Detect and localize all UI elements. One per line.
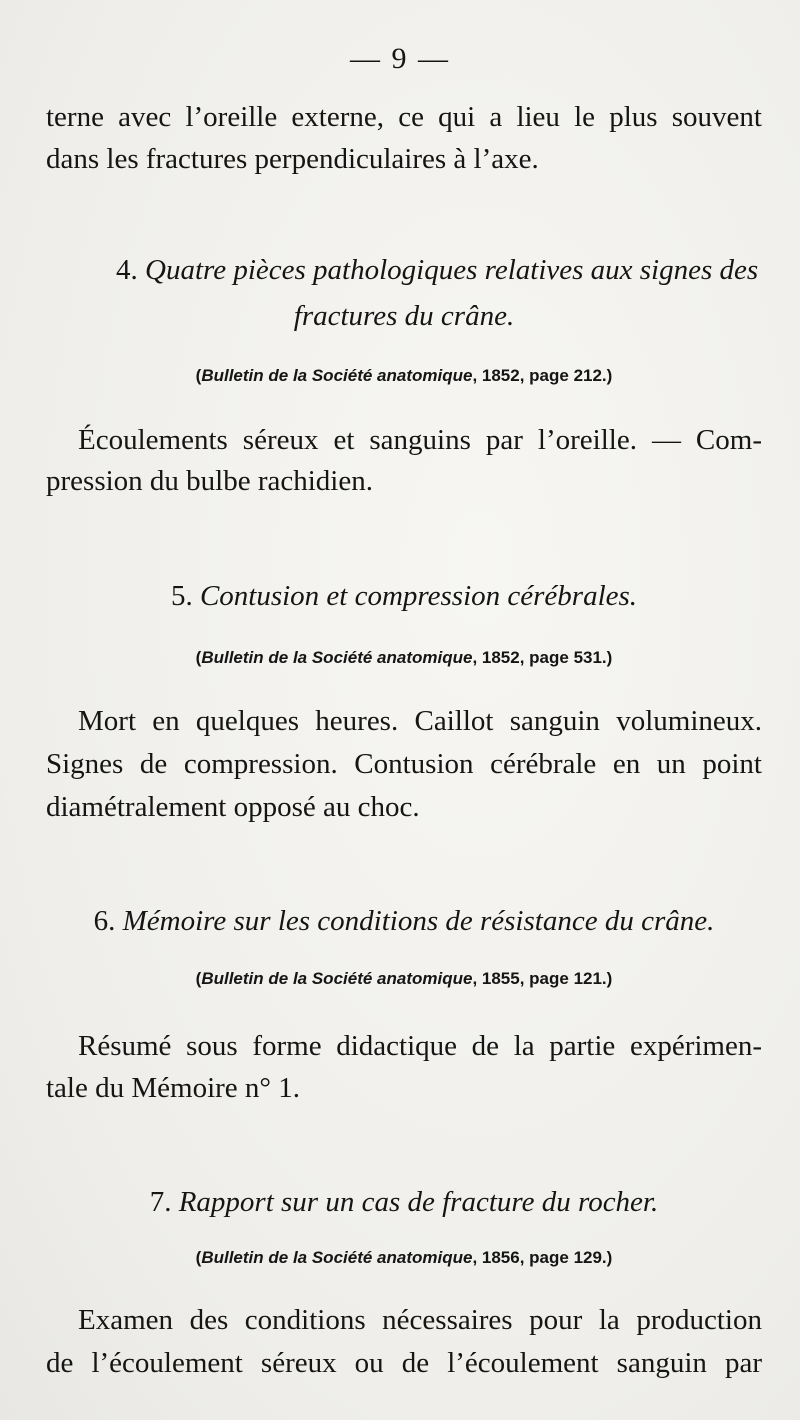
entry-4-title	[46, 250, 762, 290]
entry-4-title-line-1: Quatre pièces pathologiques relatives aux signes des	[145, 254, 759, 286]
entry-6-body-line-2: tale du Mémoire n° 1.	[46, 1072, 301, 1104]
entry-7-body-line-1: Examen des conditions nécessaires pour la production	[78, 1304, 762, 1336]
entry-6-ref-rest: , 1855, page 121.)	[472, 969, 613, 988]
entry-7-title	[46, 1182, 762, 1222]
intro-line-1: terne avec l’oreille externe, ce qui a lieu le plus souvent	[46, 101, 762, 133]
entry-5-ref-journal: Bulletin de la Société anatomique	[201, 648, 473, 667]
entry-5-ref-rest: , 1852, page 531.)	[472, 648, 613, 667]
entry-6-ref-journal: Bulletin de la Société anatomique	[201, 969, 473, 988]
entry-7-ref-rest: , 1856, page 129.)	[472, 1248, 613, 1267]
entry-5-body-line-1: Mort en quelques heures. Caillot sanguin volumineux.	[78, 705, 762, 737]
entry-5-title-line-1: Contusion et compression cérébrales.	[199, 580, 638, 612]
page-number: — 9 —	[350, 42, 450, 75]
entry-4-ref-journal: Bulletin de la Société anatomique	[201, 366, 473, 385]
entry-4-ref-open: (	[195, 366, 202, 385]
entry-7-number: 7.	[149, 1186, 172, 1218]
entry-7-ref-journal: Bulletin de la Société anatomique	[201, 1248, 473, 1267]
entry-7-ref-open: (	[195, 1248, 202, 1267]
entry-6-title-line-1: Mémoire sur les conditions de résistance du crâne.	[122, 905, 715, 937]
entry-4-title-line-2: fractures du crâne.	[293, 300, 515, 332]
entry-7-title-line-1: Rapport sur un cas de fracture du rocher.	[178, 1186, 659, 1218]
entry-6-ref-open: (	[195, 969, 202, 988]
entry-6-number: 6.	[93, 905, 116, 937]
entry-4-body-line-1: Écoulements séreux et sanguins par l’oreille. — Com-	[78, 424, 762, 456]
entry-6-title	[46, 901, 762, 941]
entry-5-ref-open: (	[195, 648, 202, 667]
intro-line-2: dans les fractures perpendiculaires à l’axe.	[46, 143, 539, 175]
entry-5-body-line-2: Signes de compression. Contusion cérébrale en un point	[46, 748, 762, 780]
entry-5-number: 5.	[170, 580, 193, 612]
entry-4-title-cont	[46, 296, 762, 336]
entry-4-reference	[46, 364, 762, 388]
entry-4-number: 4.	[116, 254, 138, 286]
entry-7-reference	[46, 1246, 762, 1270]
entry-5-reference	[46, 646, 762, 670]
entry-4-body-line-2: pression du bulbe rachidien.	[46, 465, 373, 497]
entry-4-ref-rest: , 1852, page 212.)	[472, 366, 613, 385]
entry-6-body-line-1: Résumé sous forme didactique de la partie expérimen-	[78, 1030, 762, 1062]
entry-7-body-line-2: de l’écoulement séreux ou de l’écoulement sanguin par	[46, 1347, 762, 1379]
entry-5-body-line-3: diamétralement opposé au choc.	[46, 791, 420, 823]
entry-6-reference	[46, 967, 762, 991]
entry-5-title	[46, 576, 762, 616]
